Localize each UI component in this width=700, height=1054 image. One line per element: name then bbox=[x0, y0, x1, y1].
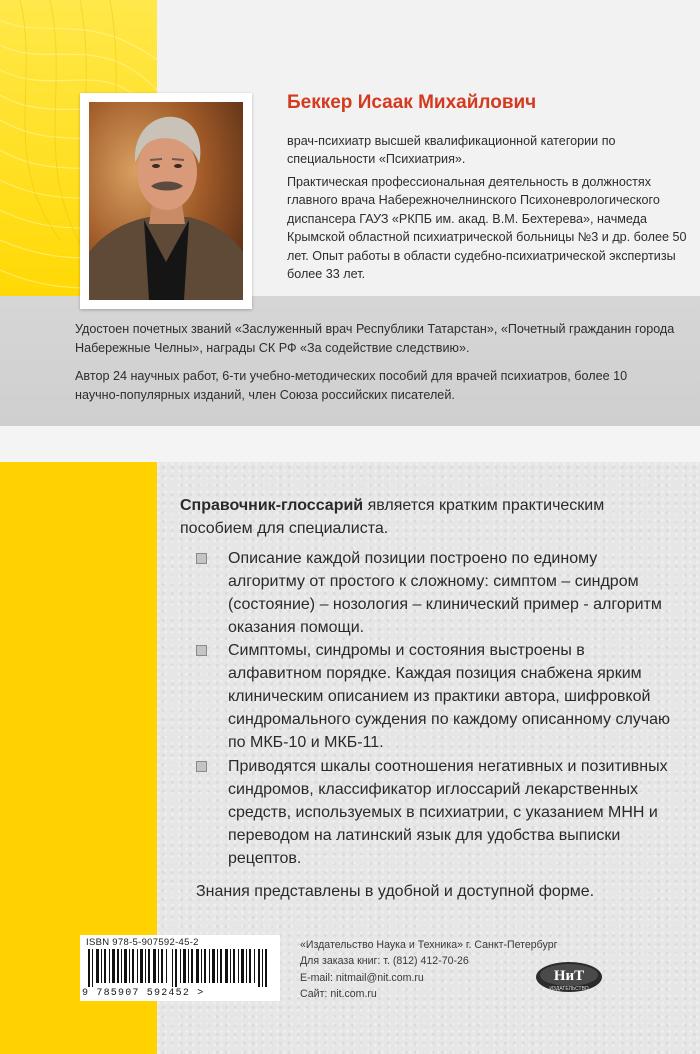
square-bullet-icon bbox=[196, 645, 207, 656]
lead-rest: является кратким практическим пособием для специалиста. bbox=[180, 497, 605, 537]
author-bio-experience bbox=[287, 173, 687, 283]
author-photo-frame bbox=[80, 93, 252, 309]
feature-bullet bbox=[196, 639, 676, 754]
publisher-email: E-mail: nitmail@nit.com.ru bbox=[300, 971, 424, 984]
awards-paragraph: Удостоен почетных званий «Заслуженный врач Республики Татарстан», «Почетный гражданин города Набережные Челны», награды СК РФ «За содействие следствию». bbox=[75, 322, 675, 355]
works-paragraph: Автор 24 научных работ, 6-ти учебно-методических пособий для врачей психиатров, более 10 научно-популярных изданий, член Союза российских писателей. bbox=[75, 369, 628, 402]
publisher-site: Сайт: nit.com.ru bbox=[300, 988, 377, 1001]
feature-text: Приводятся шкалы соотношения негативных и позитивных синдромов, классификатор иглоссарий лекарственных средств, используемых в психиатрии, с указанием МНН и переводом на латинский язык для удобства выписки рецептов. bbox=[228, 758, 668, 867]
feature-text: Симптомы, синдромы и состояния выстроены в алфавитном порядке. Каждая позиция снабжена ярким клиническим описанием из практики автора, шифровкой синдромального суждения по каждому описанному случаю по МКБ-10 и МКБ-11. bbox=[228, 642, 671, 751]
publisher-logo-icon bbox=[534, 960, 604, 994]
logo-text: НиТ bbox=[553, 968, 585, 984]
isbn-label: ISBN 978-5-907592-45-2 bbox=[86, 937, 199, 948]
closing-statement: Знания представлены в удобной и доступной форме. bbox=[196, 883, 595, 900]
isbn-barcode-box bbox=[80, 935, 280, 1001]
publisher-phone: Для заказа книг: т. (812) 412-70-26 bbox=[300, 955, 469, 968]
logo-subtext: ИЗДАТЕЛЬСТВО bbox=[549, 986, 589, 992]
publisher-name: «Издательство Наука и Техника» г. Санкт-Петербург bbox=[300, 939, 558, 951]
barcode-image bbox=[86, 949, 274, 987]
barcode-number: 9 785907 592452 > bbox=[82, 988, 205, 999]
square-bullet-icon bbox=[196, 553, 207, 564]
author-photo bbox=[89, 102, 243, 300]
author-bio-qualification bbox=[287, 132, 687, 169]
bio-paragraph: Практическая профессиональная деятельность в должностях главного врача Набережночелнинского Психоневрологического диспансера ГАУЗ «РКПБ им. акад. В.М. Бехтерева», начмеда Крымской областной психиатрической больницы №3 и др. более 50 лет. Опыт работы в области судебно-психиатрической экспертизы более 33 лет. bbox=[287, 175, 687, 282]
author-awards bbox=[75, 320, 675, 414]
author-name: Беккер Исаак Михайлович bbox=[287, 92, 537, 113]
publisher-info bbox=[300, 937, 557, 1003]
feature-bullet bbox=[196, 755, 676, 870]
divider-band bbox=[0, 426, 700, 462]
feature-text: Описание каждой позиции построено по единому алгоритму от простого к сложному: симптом – синдром (состояние) – нозология – клинический пример - алгоритм оказания помощи. bbox=[228, 550, 662, 636]
book-title-bold: Справочник-глоссарий bbox=[180, 497, 364, 514]
square-bullet-icon bbox=[196, 761, 207, 772]
book-lead-text bbox=[180, 494, 680, 540]
feature-bullet bbox=[196, 547, 676, 639]
bio-paragraph: врач-психиатр высшей квалификационной категории по специальности «Психиатрия». bbox=[287, 134, 616, 167]
